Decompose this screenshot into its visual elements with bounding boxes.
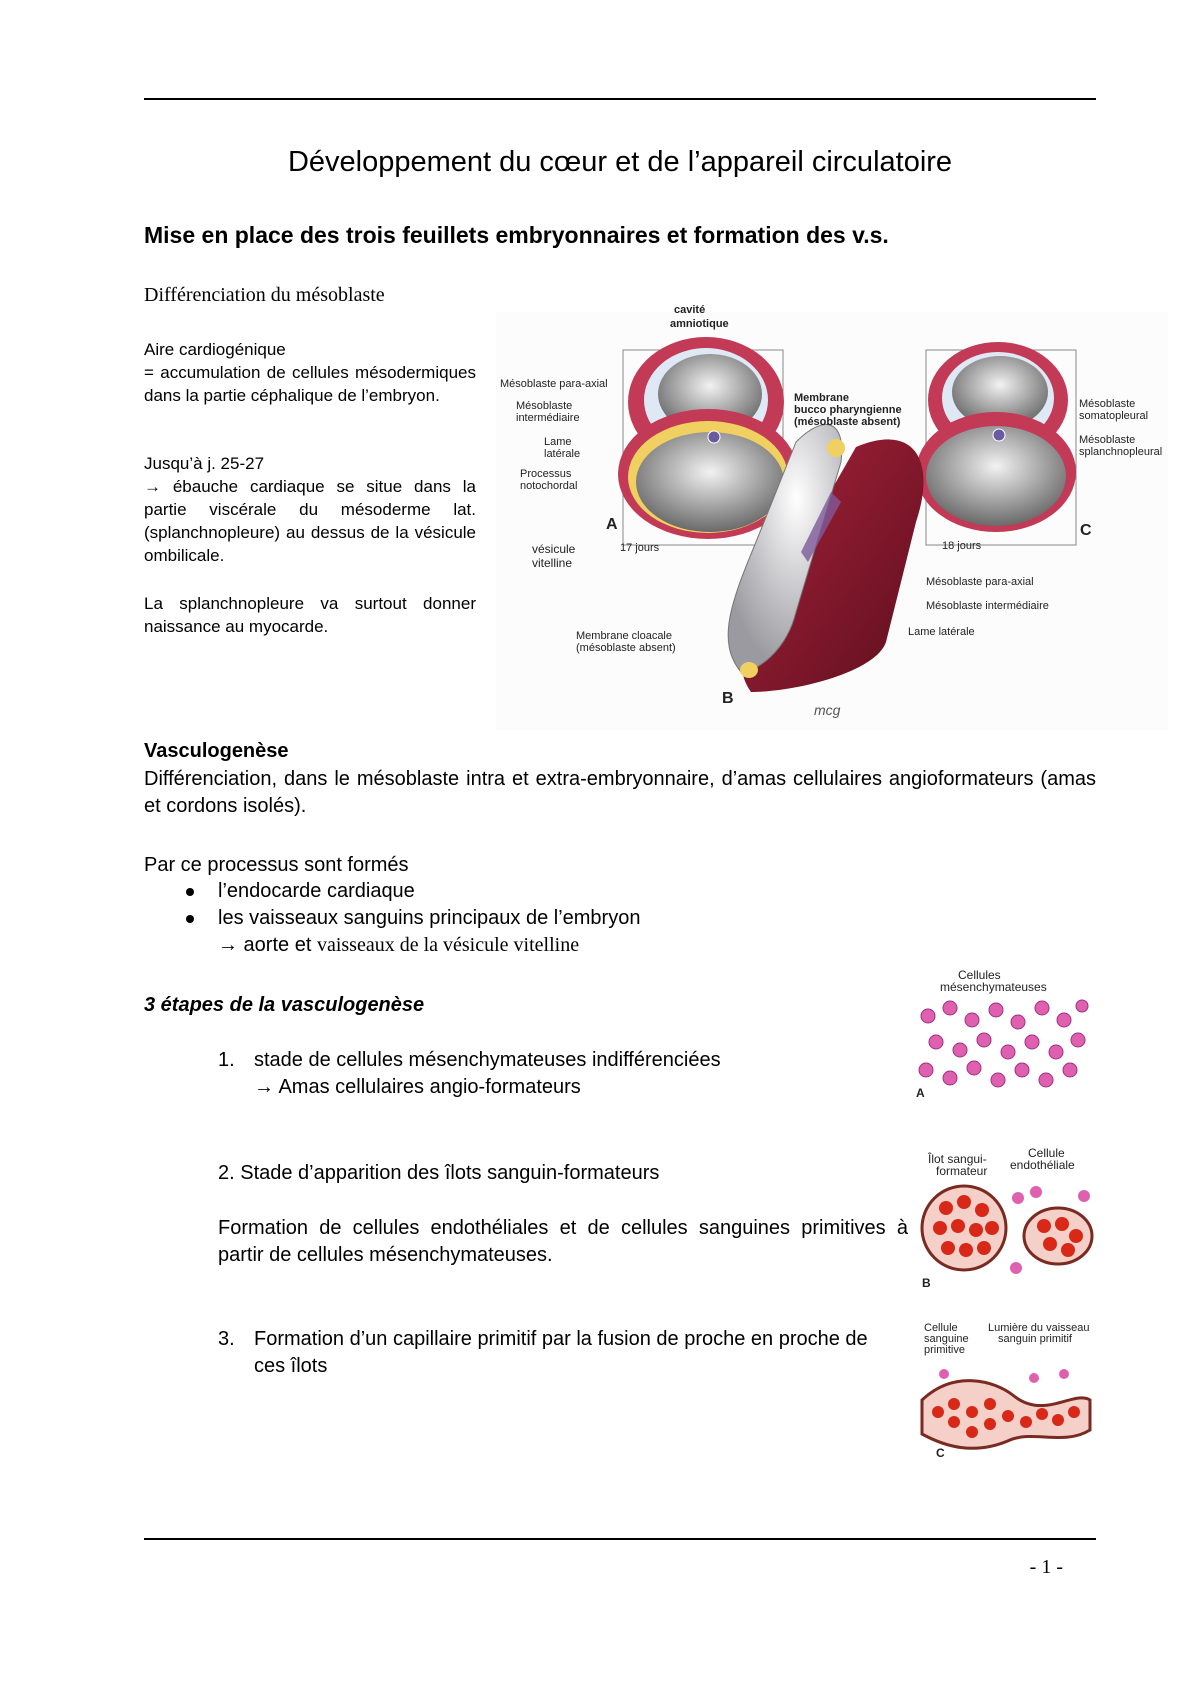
step1-number: 1.: [218, 1049, 235, 1071]
step3-number: 3.: [218, 1328, 235, 1350]
embryo-figure: [496, 304, 1168, 730]
fig-b-label-3: Cellule: [1028, 1146, 1065, 1160]
aire-body: = accumulation de cellules mésodermiques dans la partie céphalique de l’embryon.: [144, 363, 476, 405]
fig-c-label-5: sanguin primitif: [998, 1333, 1072, 1345]
bullet-2: les vaisseaux sanguins principaux de l’embryon: [218, 907, 641, 929]
figure-c: [914, 1322, 1096, 1462]
fig-b-cells: [920, 1178, 1096, 1282]
label-vesicule-1: vésicule: [532, 542, 576, 556]
arrow-line-a: → aorte et: [218, 934, 312, 956]
label-meso-inter-2: intermédiaire: [516, 412, 580, 424]
step1-text: stade de cellules mésenchymateuses indifférenciées: [254, 1049, 721, 1071]
fig-c-letter: C: [936, 1446, 945, 1460]
par-ce-processus: Par ce processus sont formés: [144, 854, 409, 876]
label-membrane-2: bucco pharyngienne: [794, 404, 902, 416]
fig-c-cells: [914, 1360, 1096, 1454]
fig-c-label-2: sanguine: [924, 1333, 969, 1345]
label-processus-2: notochordal: [520, 480, 578, 492]
step1-sub: → Amas cellulaires angio-formateurs: [254, 1076, 581, 1098]
label-membrane-3: (mésoblaste absent): [794, 416, 901, 428]
label-meso-inter-1: Mésoblaste: [516, 400, 573, 412]
label-lame-laterale: Lame latérale: [908, 626, 975, 638]
arrow-line-b: vaisseaux de la vésicule vitelline: [316, 934, 580, 956]
figure-a: [914, 968, 1092, 1104]
label-cloacale-2: (mésoblaste absent): [576, 642, 676, 654]
fig-b-label-2: formateur: [936, 1164, 988, 1178]
fig-b-letter: B: [922, 1276, 931, 1290]
fig-a-cells: [914, 996, 1092, 1092]
section-heading: Mise en place des trois feuillets embryonnaires et formation des v.s.: [144, 222, 889, 248]
fig-a-label-1: Cellules: [958, 968, 1001, 982]
signature: mcg: [814, 702, 841, 718]
label-lame-1: Lame: [544, 436, 572, 448]
label-somato-1: Mésoblaste: [1079, 398, 1136, 410]
jusqua-title: Jusqu’à j. 25-27: [144, 454, 265, 473]
fig-c-label-4: Lumière du vaisseau: [988, 1322, 1090, 1334]
splanch-text: La splanchnopleure va surtout donner naissance au myocarde.: [144, 594, 476, 636]
figure-b: [920, 1146, 1096, 1294]
section-subheading: Différenciation du mésoblaste: [144, 284, 385, 306]
etapes-heading: 3 étapes de la vasculogenèse: [144, 994, 425, 1016]
vasculo-body: Différenciation, dans le mésoblaste intra et extra-embryonnaire, d’amas cellulaires angioformateurs (amas et cordons isolés).: [144, 768, 1096, 817]
bullet-1: l’endocarde cardiaque: [218, 880, 415, 902]
vasculo-heading: Vasculogenèse: [144, 740, 289, 762]
label-cavite: cavité: [674, 304, 706, 316]
label-meso-para-axial-right: Mésoblaste para-axial: [926, 576, 1034, 588]
label-18-jours: 18 jours: [942, 540, 982, 552]
label-lame-2: latérale: [544, 448, 581, 460]
label-b: B: [722, 690, 734, 707]
step2-text: 2. Stade d’apparition des îlots sanguin-formateurs: [218, 1162, 660, 1184]
jusqua-block: [144, 452, 476, 567]
bullet-dot-1: [186, 888, 194, 896]
fig-a-letter: A: [916, 1086, 925, 1100]
bottom-rule: [144, 1538, 1096, 1540]
aire-title: Aire cardiogénique: [144, 340, 286, 359]
label-processus-1: Processus: [520, 468, 572, 480]
label-somato-2: somatopleural: [1079, 410, 1149, 422]
fig-c-label-3: primitive: [924, 1344, 965, 1356]
bullet-dot-2: [186, 915, 194, 923]
label-c: C: [1080, 522, 1092, 539]
step2-body: Formation de cellules endothéliales et de cellules sanguines primitives à partir de cellules mésenchymateuses.: [218, 1217, 908, 1266]
fig-b-label-4: endothéliale: [1010, 1158, 1075, 1172]
label-splanch-2: splanchnopleural: [1079, 446, 1163, 458]
step3-text: Formation d’un capillaire primitif par la fusion de proche en proche de ces îlots: [254, 1328, 868, 1377]
label-a: A: [606, 516, 618, 533]
aire-block: [144, 338, 476, 407]
jusqua-body: → ébauche cardiaque se situe dans la partie viscérale du mésoderme lat. (splanchnopleure) au dessus de la vésicule ombilicale.: [144, 477, 476, 565]
label-meso-para-axial-left: Mésoblaste para-axial: [500, 378, 608, 390]
label-cloacale-1: Membrane cloacale: [576, 630, 672, 642]
fig-a-label-2: mésenchymateuses: [940, 980, 1047, 994]
label-membrane-1: Membrane: [794, 392, 850, 404]
page-title: Développement du cœur et de l’appareil circulatoire: [287, 146, 953, 178]
page-number: - 1 -: [1029, 1556, 1063, 1578]
embryo-figure-svg: [496, 312, 1168, 730]
fig-b-label-1: Îlot sangui-: [928, 1152, 987, 1166]
fig-c-label-1: Cellule: [924, 1322, 958, 1334]
label-amniotique: amniotique: [670, 318, 729, 330]
label-17-jours: 17 jours: [620, 542, 660, 554]
arrow-line: [218, 934, 579, 957]
label-meso-inter-right: Mésoblaste intermédiaire: [926, 600, 1049, 612]
top-rule: [144, 98, 1096, 100]
label-splanch-1: Mésoblaste: [1079, 434, 1136, 446]
label-vesicule-2: vitelline: [532, 556, 573, 570]
